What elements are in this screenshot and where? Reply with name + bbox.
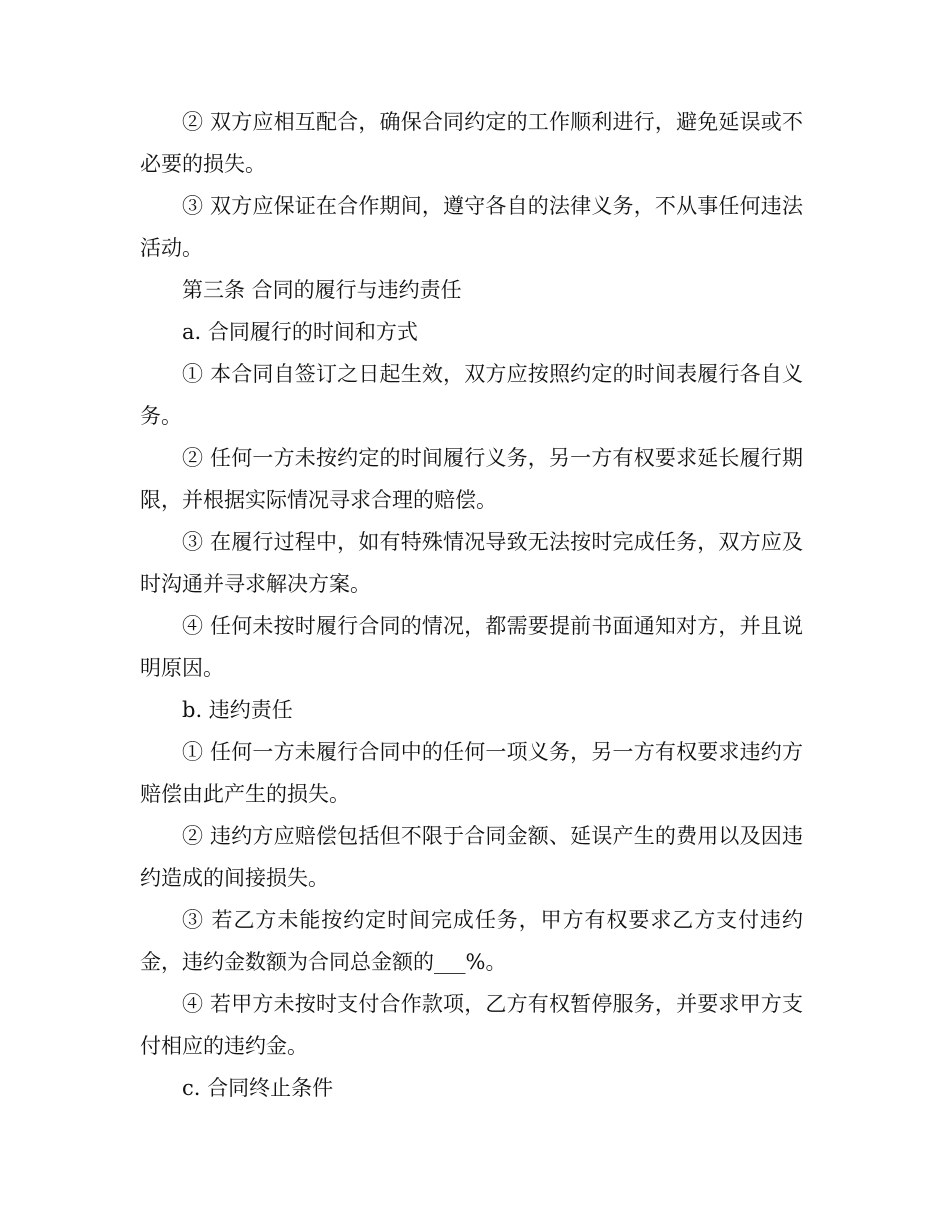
document-body: [140, 101, 803, 1109]
paragraph-delay-compensation: ② 任何一方未按约定的时间履行义务，另一方有权要求延长履行期限，并根据实际情况寻求合理的赔偿。: [140, 446, 803, 512]
paragraph-special-circumstances: ③ 在履行过程中，如有特殊情况导致无法按时完成任务，双方应及时沟通并寻求解决方案。: [140, 530, 803, 596]
paragraph-cooperation-clause: ② 双方应相互配合，确保合同约定的工作顺利进行，避免延误或不必要的损失。: [140, 110, 803, 176]
article-three-heading: 第三条 合同的履行与违约责任: [182, 278, 462, 302]
paragraph-legal-obligation-clause: ③ 双方应保证在合作期间，遵守各自的法律义务，不从事任何违法活动。: [140, 194, 803, 260]
paragraph-compensation-scope: ② 违约方应赔偿包括但不限于合同金额、延误产生的费用以及因违约造成的间接损失。: [140, 824, 803, 890]
section-a-heading: a. 合同履行的时间和方式: [182, 320, 418, 344]
section-b-heading: b. 违约责任: [182, 698, 293, 722]
paragraph-effective-date: ① 本合同自签订之日起生效，双方应按照约定的时间表履行各自义务。: [140, 362, 803, 428]
paragraph-written-notice: ④ 任何未按时履行合同的情况，都需要提前书面通知对方，并且说明原因。: [140, 614, 803, 680]
paragraph-party-a-penalty: ④ 若甲方未按时支付合作款项，乙方有权暂停服务，并要求甲方支付相应的违约金。: [140, 992, 803, 1058]
paragraph-party-b-penalty: ③ 若乙方未能按约定时间完成任务，甲方有权要求乙方支付违约金，违约金数额为合同总金额的___%。: [140, 908, 803, 974]
section-c-heading: c. 合同终止条件: [182, 1076, 334, 1100]
paragraph-breach-loss: ① 任何一方未履行合同中的任何一项义务，另一方有权要求违约方赔偿由此产生的损失。: [140, 740, 803, 806]
